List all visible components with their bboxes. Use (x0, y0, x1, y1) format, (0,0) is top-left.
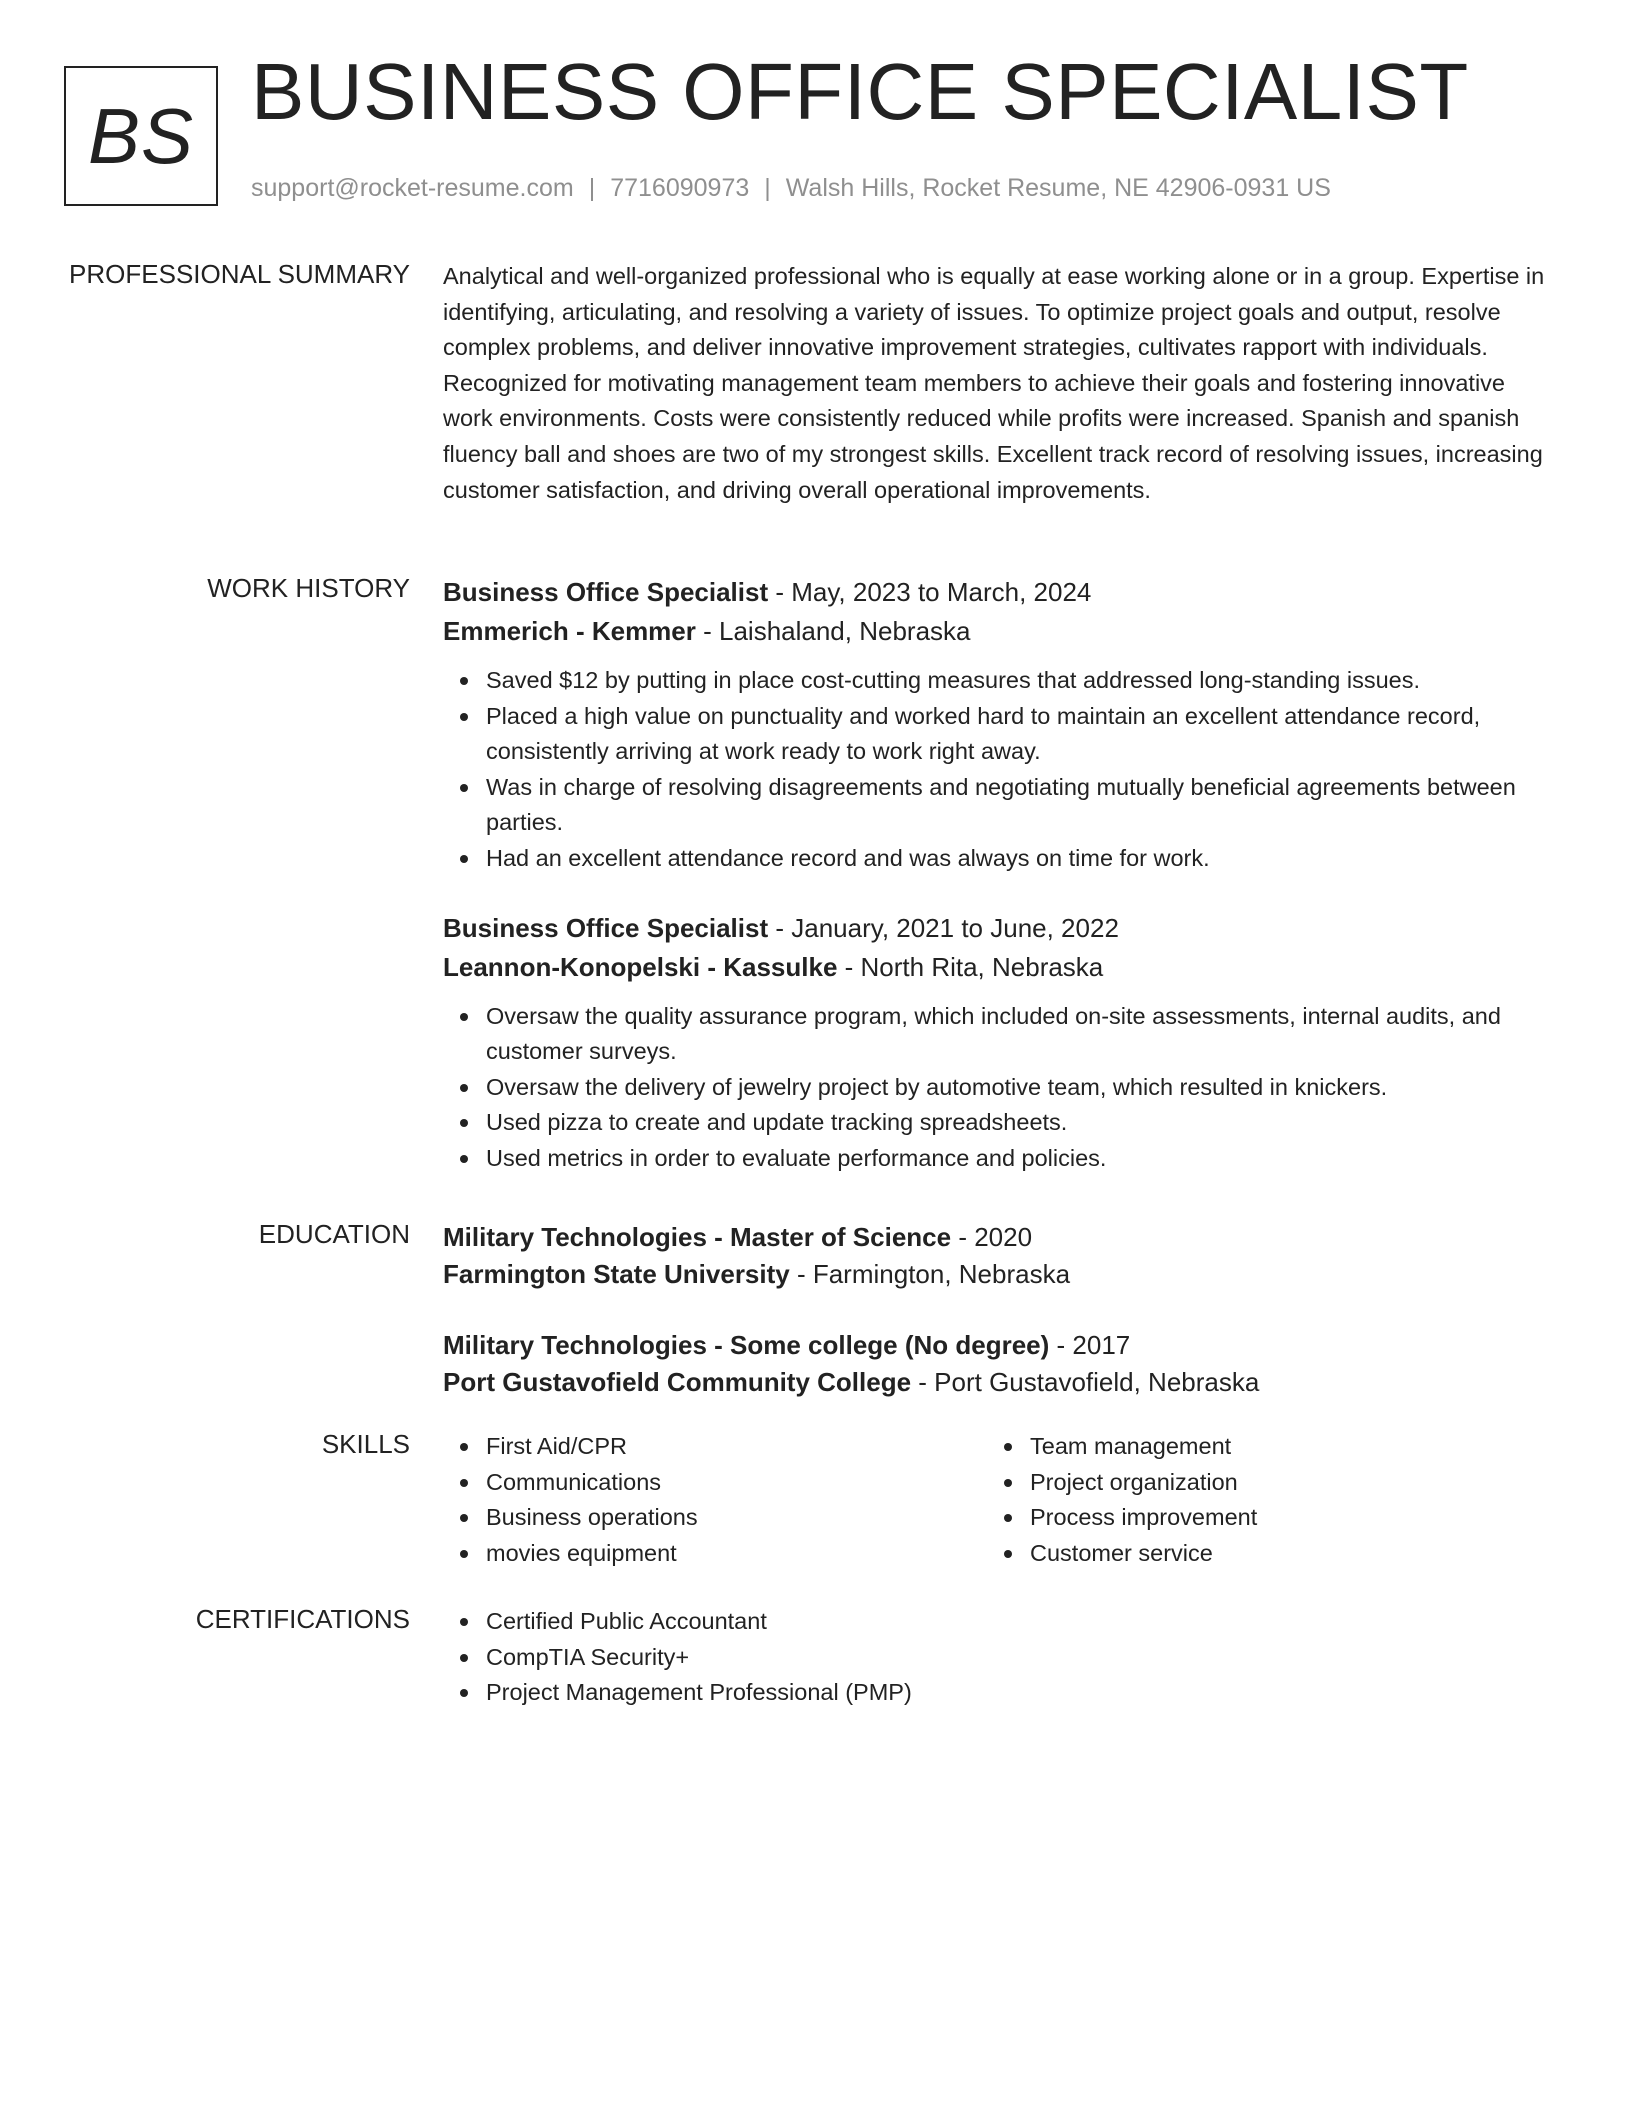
education-location: - Port Gustavofield, Nebraska (911, 1367, 1260, 1397)
education-year: - 2020 (951, 1222, 1033, 1252)
work-body (443, 573, 1553, 1177)
education-year: - 2017 (1049, 1330, 1131, 1360)
job-title: Business Office Specialist (443, 577, 769, 607)
skills-list-right (987, 1429, 1531, 1571)
job-location: - North Rita, Nebraska (837, 951, 1104, 982)
job-title: Business Office Specialist (443, 912, 769, 943)
certification-item: CompTIA Security+ (486, 1640, 1553, 1676)
job-bullet: Used metrics in order to evaluate performance and policies. (486, 1141, 1553, 1177)
education-body (443, 1219, 1553, 1401)
skill-item: Project organization (1030, 1465, 1531, 1501)
education-location: - Farmington, Nebraska (789, 1259, 1071, 1289)
education-degree: Military Technologies - Master of Science (443, 1222, 952, 1252)
section-label-summary: PROFESSIONAL SUMMARY (69, 259, 410, 289)
job-company-line (443, 612, 1553, 651)
job-dates: - May, 2023 to March, 2024 (768, 577, 1092, 607)
monogram-badge: BS (64, 66, 218, 206)
contact-separator: | (764, 174, 771, 202)
contact-separator: | (588, 174, 596, 202)
education-degree: Military Technologies - Some college (No degree) (443, 1330, 1050, 1360)
education-school: Port Gustavofield Community College (443, 1367, 912, 1397)
section-label-certifications: CERTIFICATIONS (195, 1604, 410, 1634)
skill-item: Communications (486, 1465, 987, 1501)
education-school-line (443, 1364, 1553, 1401)
certifications-list (443, 1604, 1553, 1711)
section-label-work: WORK HISTORY (207, 573, 410, 603)
skill-item: Business operations (486, 1500, 987, 1536)
job-bullets (443, 999, 1553, 1177)
contact-address: Walsh Hills, Rocket Resume, NE 42906-0931 US (785, 174, 1331, 202)
job-location: - Laishaland, Nebraska (695, 616, 971, 646)
summary-body (443, 259, 1553, 508)
skill-item: movies equipment (486, 1536, 987, 1572)
education-entry (443, 1327, 1553, 1401)
job-company: Emmerich - Kemmer (443, 616, 696, 646)
job-bullet: Saved $12 by putting in place cost-cutting measures that addressed long-standing issues. (486, 663, 1553, 699)
resume-title: BUSINESS OFFICE SPECIALIST (251, 47, 1469, 136)
job-bullet: Oversaw the quality assurance program, which included on-site assessments, internal audits, and customer surveys. (486, 999, 1553, 1070)
certifications-body (443, 1604, 1553, 1711)
contact-line (251, 174, 1331, 203)
certification-item: Certified Public Accountant (486, 1604, 1553, 1640)
education-degree-line (443, 1327, 1553, 1364)
job-bullet: Placed a high value on punctuality and worked hard to maintain an excellent attendance record, consistently arriving at work ready to work right away. (486, 699, 1553, 770)
job-dates: - January, 2021 to June, 2022 (768, 912, 1119, 943)
job-entry (443, 909, 1553, 1177)
skills-grid (443, 1429, 1553, 1571)
contact-phone[interactable]: 7716090973 (610, 174, 750, 202)
skills-list-left (443, 1429, 987, 1571)
contact-email[interactable]: support@rocket-resume.com (251, 174, 574, 202)
education-school: Farmington State University (443, 1259, 790, 1289)
job-company-line (443, 948, 1553, 987)
job-title-line (443, 573, 1553, 612)
job-company: Leannon-Konopelski - Kassulke (443, 951, 838, 982)
section-label-skills: SKILLS (321, 1429, 410, 1459)
job-bullet: Was in charge of resolving disagreements and negotiating mutually beneficial agreements between parties. (486, 770, 1553, 841)
skill-item: First Aid/CPR (486, 1429, 987, 1465)
section-label-education: EDUCATION (258, 1219, 410, 1249)
skill-item: Process improvement (1030, 1500, 1531, 1536)
skills-column-right (987, 1429, 1531, 1571)
job-bullet: Oversaw the delivery of jewelry project by automotive team, which resulted in knickers. (486, 1070, 1553, 1106)
skill-item: Customer service (1030, 1536, 1531, 1572)
skill-item: Team management (1030, 1429, 1531, 1465)
job-title-line (443, 909, 1553, 948)
job-entry (443, 573, 1553, 877)
education-school-line (443, 1256, 1553, 1293)
education-entry (443, 1219, 1553, 1293)
summary-text: Analytical and well-organized professional who is equally at ease working alone or in a group. Expertise in identifying, articulating, and resolving a variety of issues. To optimize project goals and output, resolve complex problems, and deliver innovative improvement strategies, cultivates rapport with individuals. Recognized for motivating management team members to achieve their goals and fostering innovative work environments. Costs were consistently reduced while profits were increased. Spanish and spanish fluency ball and shoes are two of my strongest skills. Excellent track record of resolving issues, increasing customer satisfaction, and driving overall operational improvements. (443, 263, 1545, 503)
education-degree-line (443, 1219, 1553, 1256)
job-bullet: Had an excellent attendance record and was always on time for work. (486, 841, 1553, 877)
skills-column-left (443, 1429, 987, 1571)
job-bullet: Used pizza to create and update tracking spreadsheets. (486, 1105, 1553, 1141)
certification-item: Project Management Professional (PMP) (486, 1675, 1553, 1711)
skills-body (443, 1429, 1553, 1571)
job-bullets (443, 663, 1553, 877)
